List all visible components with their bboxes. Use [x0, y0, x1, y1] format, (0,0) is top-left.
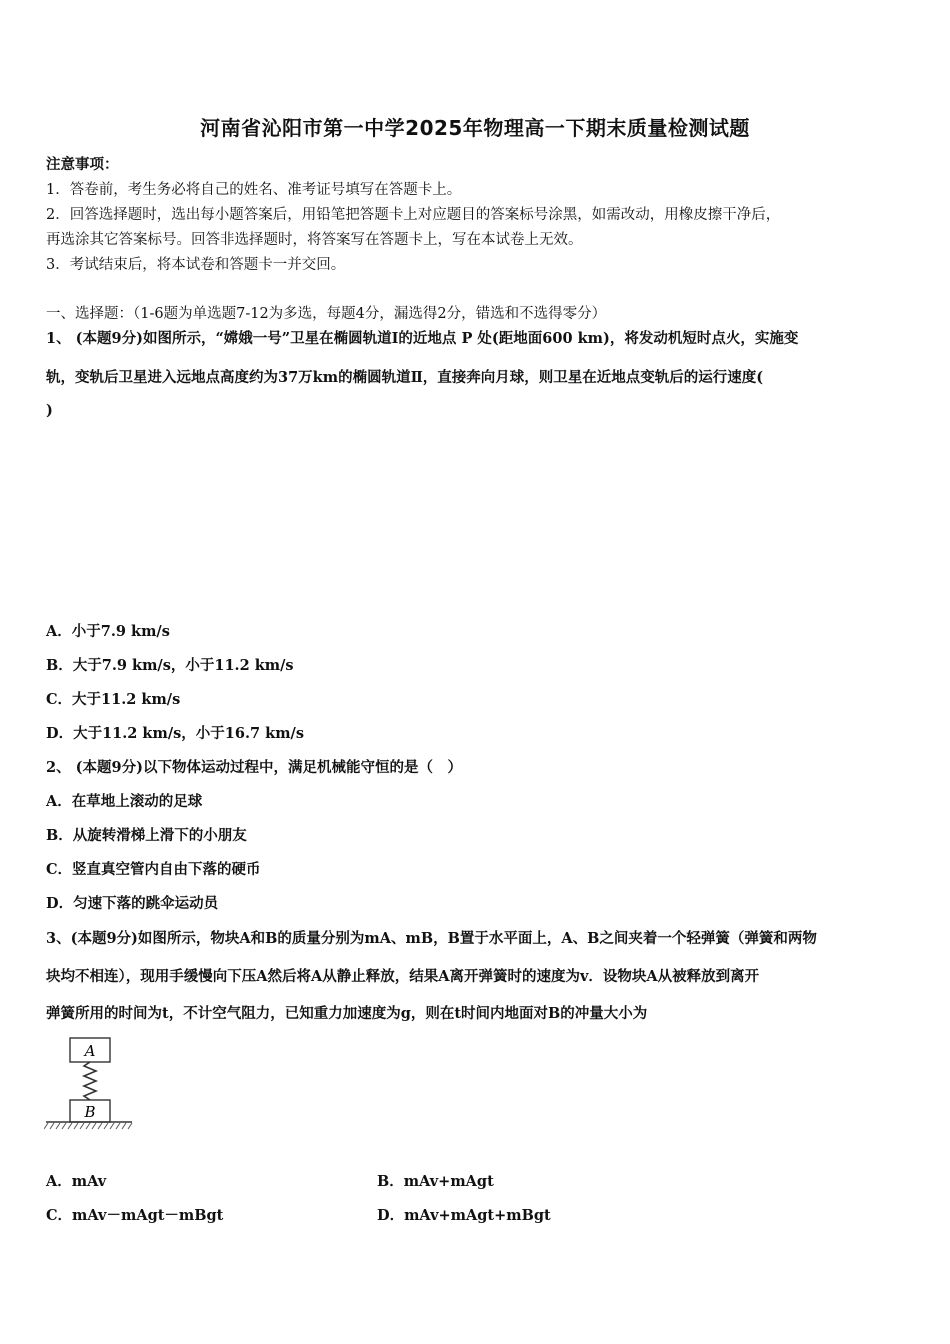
notice-item: 3．考试结束后，将本试卷和答题卡一并交回。 [46, 257, 346, 273]
notice-item: 1．答卷前，考生务必将自己的姓名、准考证号填写在答题卡上。 [46, 182, 462, 198]
q1-stem-line: 轨，变轨后卫星进入远地点高度约为37万km的椭圆轨道Ⅱ，直接奔向月球，则卫星在近地点变轨后的运行速度( [46, 369, 764, 386]
q2-option-b: B．从旋转滑梯上滑下的小朋友 [46, 827, 247, 844]
q2-option-a: A．在草地上滚动的足球 [46, 793, 203, 810]
ground-hatch [44, 1123, 132, 1129]
q1-option-d: D．大于11.2 km/s，小于16.7 km/s [46, 725, 304, 742]
q3-option-d: D．mAv+mAgt+mBgt [377, 1207, 551, 1224]
q2-option-c: C．竖直真空管内自由下落的硬币 [46, 861, 261, 878]
spring-block-figure [44, 1034, 136, 1142]
q1-stem-line: 1、 (本题9分)如图所示，“嫦娥一号”卫星在椭圆轨道Ⅰ的近地点 P 处(距地面600 km)，将发动机短时点火，实施变 [46, 330, 799, 347]
q3-stem-line: 弹簧所用的时间为t，不计空气阻力，已知重力加速度为g，则在t时间内地面对B的冲量大小为 [46, 1005, 648, 1022]
page-title: 河南省沁阳市第一中学2025年物理高一下期末质量检测试题 [200, 116, 750, 140]
spring-block-diagram [44, 1034, 136, 1138]
notice-item: 再选涂其它答案标号。回答非选择题时，将答案写在答题卡上，写在本试卷上无效。 [46, 232, 583, 248]
q1-stem-line: ) [46, 402, 53, 419]
section-heading: 一、选择题：（1-6题为单选题7-12为多选，每题4分，漏选得2分，错选和不选得零分） [46, 306, 607, 322]
q3-stem-line: 3、(本题9分)如图所示，物块A和B的质量分别为mA、mB，B置于水平面上，A、B之间夹着一个轻弹簧（弹簧和两物 [46, 930, 817, 947]
q2-stem: 2、 (本题9分)以下物体运动过程中，满足机械能守恒的是（ ） [46, 759, 462, 776]
q1-option-a: A．小于7.9 km/s [46, 623, 170, 640]
q1-option-b: B．大于7.9 km/s，小于11.2 km/s [46, 657, 294, 674]
q3-stem-line: 块均不相连），现用手缓慢向下压A然后将A从静止释放，结果A离开弹簧时的速度为v．设物块A从被释放到离开 [46, 968, 760, 985]
spring [84, 1062, 96, 1100]
q1-option-c: C．大于11.2 km/s [46, 691, 181, 708]
notice-heading: 注意事项： [46, 156, 119, 173]
block-a-label: A [84, 1042, 96, 1060]
q3-option-a: A．mAv [46, 1173, 107, 1190]
q3-option-b: B．mAv+mAgt [377, 1173, 494, 1190]
block-b-label: B [84, 1103, 96, 1121]
q2-option-d: D．匀速下落的跳伞运动员 [46, 895, 219, 912]
notice-item: 2．回答选择题时，选出每小题答案后，用铅笔把答题卡上对应题目的答案标号涂黑，如需改动，用橡皮擦干净后， [46, 207, 781, 223]
q3-option-c: C．mAv－mAgt－mBgt [46, 1207, 224, 1224]
